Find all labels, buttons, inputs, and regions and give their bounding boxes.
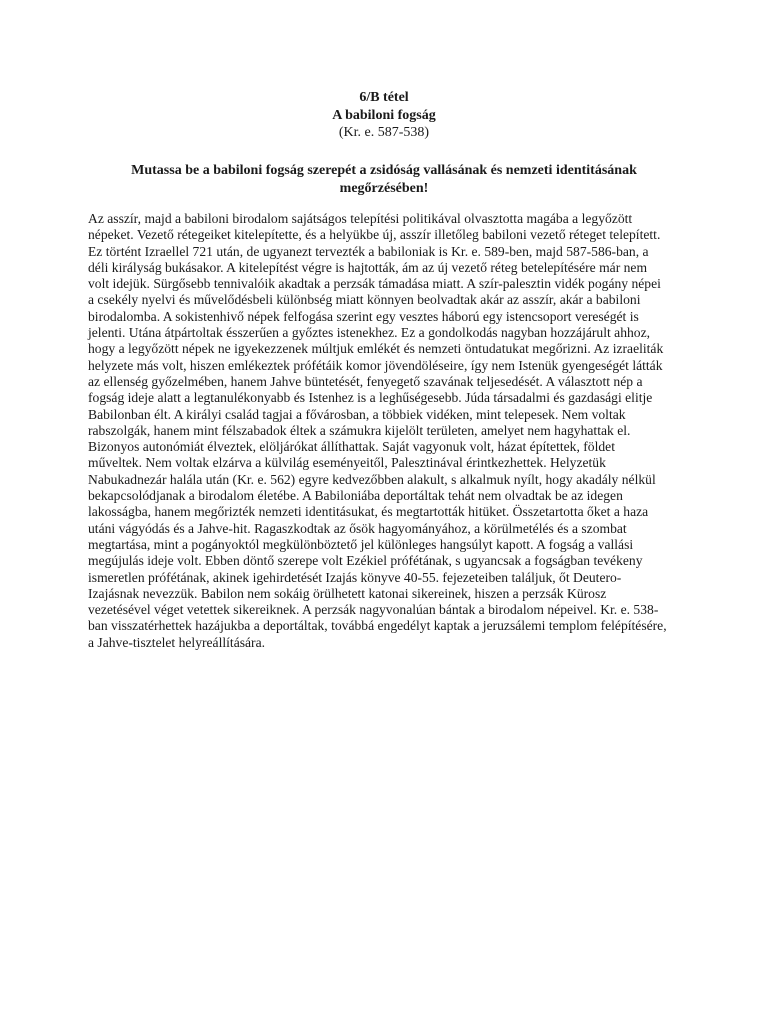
body-line: népeket. Vezető rétegeiket kitelepítette, és a helyükbe új, asszír illetőleg babiloni vezető réteget telepített. [88,227,661,243]
body-line: ismeretlen prófétának, akinek igehirdetését Izajás könyve 40-55. fejezeteiben találjuk, őt Deutero- [88,569,622,585]
body-line: ban visszatérhettek hazájukba a deportáltak, továbbá engedélyt kaptak a jeruzsálemi templom felépítésére, [88,618,667,634]
body-line: a csekély nyelvi és művelődésbeli különbség miatt könnyen beolvadtak akár az asszír, akár a babiloni [88,292,641,308]
body-line: vezetésével véget vetettek sikereiknek. A perzsák nagyvonalúan bántak a birodalom népeivel. Kr. e. 538- [88,602,659,618]
body-line: az ellenség győzelmében, hanem Jahve büntetését, fenyegető szavának teljesedését. A választott nép a [88,373,643,389]
body-line: birodalomba. A sokistenhivő népek felfogása szerint egy vesztes háború egy istencsoport vereségét is [88,308,639,324]
document-title: A babiloni fogság [332,107,436,123]
body-line: helyzete más volt, hiszen emlékeztek prófétáik komor jövendöléseire, így nem Istenük gyengeségét látták [88,357,663,373]
body-line: műveltek. Nem voltak elzárva a külvilág eseményeitől, Palesztinával érintkezhettek. Helyzetük [88,455,606,471]
body-line: utáni vágyódás és a Jahve-hit. Ragaszkodtak az ősök hagyományához, a körülmetélés és a szombat [88,520,627,536]
exam-topic-heading: 6/B tétel [359,90,409,105]
body-line: megtartása, mint a pogányoktól megkülönböztető jel különleges hangsúlyt kapott. A fogság a vallási [88,536,634,552]
document-header [0,89,768,142]
body-line: Ez történt Izraellel 721 után, de ugyanezt tervezték a babiloniak is Kr. e. 589-ben, majd 587-586-ban, a [88,243,649,259]
body-line: lakosságba, hanem megőrizték nemzeti identitásukat, és megtartották hitüket. Összetartotta őket a haza [88,504,649,520]
body-line: a Jahve-tisztelet helyreállítására. [88,634,266,650]
body-line: hogy a legyőzött népek ne igyekezzenek múltjuk emlékét és nemzeti öntudatukat megőrizni. Az izraeliták [88,341,664,357]
body-line: Bizonyos autonómiát élveztek, elöljárókat állíthattak. Saját vagyonuk volt, házat építettek, földet [88,439,615,455]
body-line: volt idejük. Sürgősebb tennivalóik akadtak a perzsák támadása miatt. A szír-palesztin vidék pogány népei [88,276,661,292]
body-line: fogság ideje alatt a legtanulékonyabb és Istenhez is a leghűségesebb. Júda társadalmi és gazdasági elitje [88,390,653,406]
body-line: bekapcsolódjanak a birodalom életébe. A Babiloniába deportáltak tehát nem olvadtak be az idegen [88,488,623,504]
date-range: (Kr. e. 587-538) [338,125,430,140]
body-line: Nabukadnezár halála után (Kr. e. 562) egyre kedvezőbben alakult, s alkalmuk nyílt, hogy akadály nélkül [88,471,656,487]
body-line: jelenti. Utána átpártoltak ésszerűen a győztes istenekhez. Ez a gondolkodás nagyban hozzájárult ahhoz, [88,325,651,341]
body-line: rabszolgák, hanem mint félszabadok éltek a számukra kijelölt területen, amelyet nem hagyhattak el. [88,422,631,438]
body-paragraph [88,211,681,651]
exam-prompt: Mutassa be a babiloni fogság szerepét a zsidóság vallásának és nemzeti identitásának megőrzésében! [131,163,637,196]
body-line: déli királyság bukásakor. A kitelepítést végre is hajtották, ám az új vezető réteg betelepítésére már nem [88,259,648,275]
body-line: Babilonban élt. A királyi család tagjai a fővárosban, a többiek vidéken, mint telepesek. Nem voltak [88,406,626,422]
body-line: Izajásnak nevezzük. Babilon nem sokáig örülhetett katonai sikereinek, hiszen a perzsák Kürosz [88,585,607,601]
body-line: Az asszír, majd a babiloni birodalom sajátságos telepítési politikával olvasztotta magába a legyőzött [88,211,633,226]
body-line: megújulás ideje volt. Ebben döntő szerepe volt Ezékiel prófétának, s ugyancsak a fogságban tevékeny [88,553,643,569]
